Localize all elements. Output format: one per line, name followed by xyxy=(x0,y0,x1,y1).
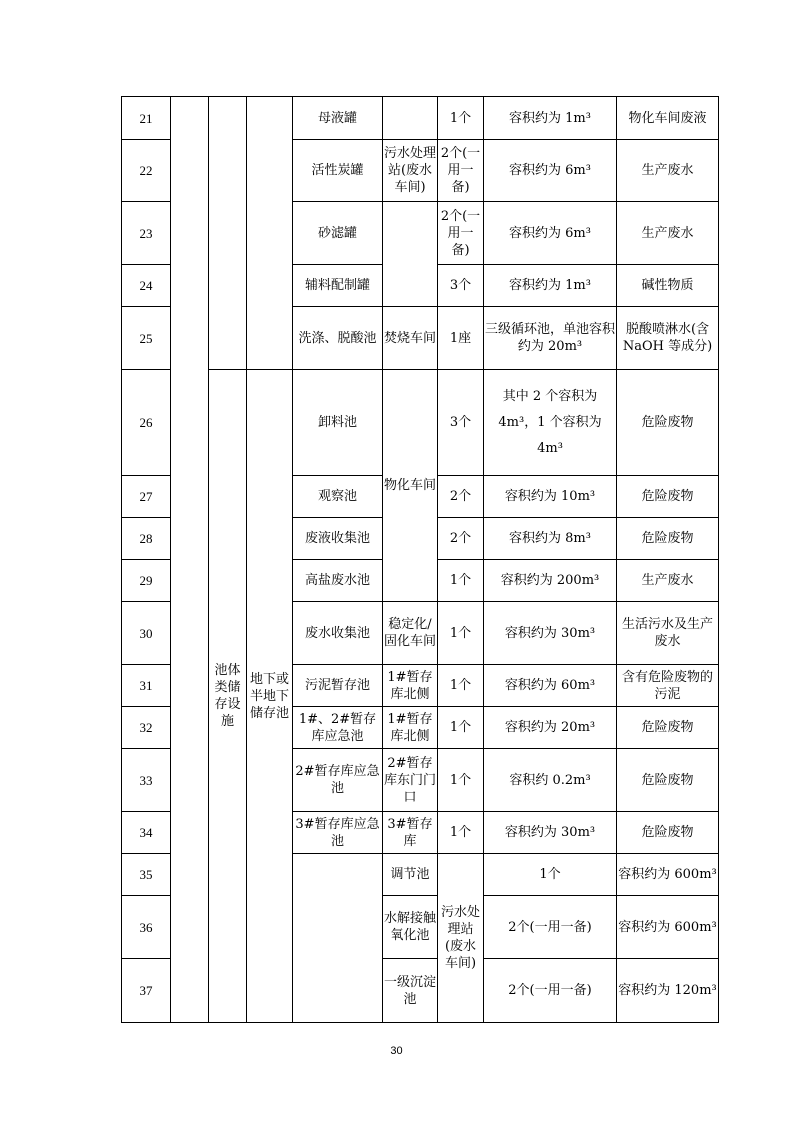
quantity: 1个 xyxy=(438,560,484,602)
facility-name: 砂滤罐 xyxy=(293,202,383,265)
location: 污水处理站(废水车间) xyxy=(438,854,484,1023)
location: 1#暂存库北侧 xyxy=(383,707,438,749)
table-row xyxy=(122,97,719,140)
specification: 容积约为 6m³ xyxy=(484,140,617,202)
row-number: 34 xyxy=(122,812,171,854)
specification: 容积约为 8m³ xyxy=(484,518,617,560)
specification: 容积约为 200m³ xyxy=(484,560,617,602)
quantity: 1座 xyxy=(438,307,484,370)
blank-cell xyxy=(293,854,383,1023)
facility-name: 洗涤、脱酸池 xyxy=(293,307,383,370)
specification: 容积约为 1m³ xyxy=(484,265,617,307)
category-pool-storage: 池体类储存设施 xyxy=(209,370,247,1023)
quantity: 1个 xyxy=(484,854,617,896)
facility-table xyxy=(121,96,719,1023)
blank-cell xyxy=(171,97,209,1023)
location: 稳定化/固化车间 xyxy=(383,602,438,665)
location xyxy=(383,202,438,307)
facility-name: 母液罐 xyxy=(293,97,383,140)
specification: 容积约为 30m³ xyxy=(484,602,617,665)
category-underground: 地下或半地下储存池 xyxy=(247,370,293,1023)
specification: 三级循环池，单池容积约为 20m³ xyxy=(484,307,617,370)
blank-cell xyxy=(209,97,247,370)
stored-content: 脱酸喷淋水(含NaOH 等成分) xyxy=(617,307,719,370)
row-number: 35 xyxy=(122,854,171,896)
location: 1#暂存库北侧 xyxy=(383,665,438,707)
row-number: 28 xyxy=(122,518,171,560)
facility-name: 废水收集池 xyxy=(293,602,383,665)
row-number: 24 xyxy=(122,265,171,307)
quantity: 2个(一用一备) xyxy=(484,959,617,1023)
facility-name: 卸料池 xyxy=(293,370,383,476)
specification: 容积约为 6m³ xyxy=(484,202,617,265)
quantity: 2个 xyxy=(438,518,484,560)
stored-content: 含有危险废物的污泥 xyxy=(617,665,719,707)
stored-content: 危险废物 xyxy=(617,370,719,476)
location xyxy=(383,97,438,140)
specification: 其中 2 个容积为 4m³，1 个容积为 4m³ xyxy=(484,370,617,476)
row-number: 32 xyxy=(122,707,171,749)
row-number: 29 xyxy=(122,560,171,602)
row-number: 26 xyxy=(122,370,171,476)
page-number: 30 xyxy=(390,1045,403,1057)
quantity: 1个 xyxy=(438,97,484,140)
stored-content: 碱性物质 xyxy=(617,265,719,307)
stored-content: 危险废物 xyxy=(617,812,719,854)
row-number: 22 xyxy=(122,140,171,202)
specification: 容积约为 10m³ xyxy=(484,476,617,518)
blank-cell xyxy=(247,97,293,370)
stored-content: 危险废物 xyxy=(617,476,719,518)
row-number: 25 xyxy=(122,307,171,370)
location: 物化车间 xyxy=(383,370,438,602)
row-number: 30 xyxy=(122,602,171,665)
quantity: 3个 xyxy=(438,370,484,476)
row-number: 36 xyxy=(122,896,171,959)
location: 污水处理站(废水车间) xyxy=(383,140,438,202)
quantity: 1个 xyxy=(438,749,484,812)
stored-content: 危险废物 xyxy=(617,518,719,560)
quantity: 1个 xyxy=(438,602,484,665)
stored-content: 生产废水 xyxy=(617,202,719,265)
stored-content: 物化车间废液 xyxy=(617,97,719,140)
facility-name: 1#、2#暂存库应急池 xyxy=(293,707,383,749)
quantity: 1个 xyxy=(438,665,484,707)
location: 2#暂存库东门门口 xyxy=(383,749,438,812)
facility-name: 活性炭罐 xyxy=(293,140,383,202)
facility-name: 辅料配制罐 xyxy=(293,265,383,307)
specification: 容积约为 120m³ xyxy=(617,959,719,1023)
facility-name: 观察池 xyxy=(293,476,383,518)
specification: 容积约为 60m³ xyxy=(484,665,617,707)
facility-name: 污泥暂存池 xyxy=(293,665,383,707)
stored-content: 生产废水 xyxy=(617,560,719,602)
quantity: 1个 xyxy=(438,812,484,854)
facility-name: 3#暂存库应急池 xyxy=(293,812,383,854)
specification: 容积约为 30m³ xyxy=(484,812,617,854)
facility-name: 水解接触氧化池 xyxy=(383,896,438,959)
row-number: 23 xyxy=(122,202,171,265)
row-number: 37 xyxy=(122,959,171,1023)
facility-name: 2#暂存库应急池 xyxy=(293,749,383,812)
stored-content: 危险废物 xyxy=(617,749,719,812)
specification: 容积约为 1m³ xyxy=(484,97,617,140)
stored-content: 危险废物 xyxy=(617,707,719,749)
stored-content: 生产废水 xyxy=(617,140,719,202)
facility-name: 高盐废水池 xyxy=(293,560,383,602)
quantity: 2个(一用一备) xyxy=(484,896,617,959)
location: 焚烧车间 xyxy=(383,307,438,370)
specification: 容积约为 20m³ xyxy=(484,707,617,749)
row-number: 33 xyxy=(122,749,171,812)
quantity: 1个 xyxy=(438,707,484,749)
stored-content: 生活污水及生产废水 xyxy=(617,602,719,665)
specification: 容积约为 600m³ xyxy=(617,854,719,896)
location: 3#暂存库 xyxy=(383,812,438,854)
quantity: 2个(一用一备) xyxy=(438,202,484,265)
specification: 容积约为 600m³ xyxy=(617,896,719,959)
row-number: 27 xyxy=(122,476,171,518)
quantity: 2个 xyxy=(438,476,484,518)
row-number: 31 xyxy=(122,665,171,707)
quantity: 3个 xyxy=(438,265,484,307)
facility-name: 废液收集池 xyxy=(293,518,383,560)
facility-name: 调节池 xyxy=(383,854,438,896)
specification: 容积约 0.2m³ xyxy=(484,749,617,812)
table-row xyxy=(122,370,719,476)
quantity: 2个(一用一备) xyxy=(438,140,484,202)
facility-name: 一级沉淀池 xyxy=(383,959,438,1023)
row-number: 21 xyxy=(122,97,171,140)
